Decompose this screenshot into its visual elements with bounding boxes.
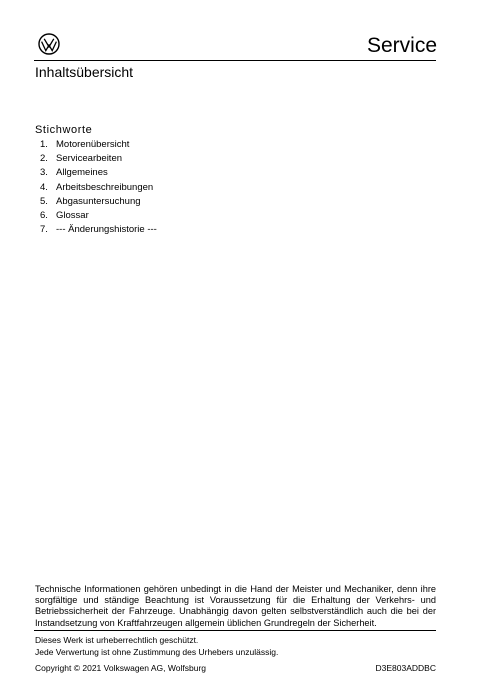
toc-item-number: 2. xyxy=(40,153,48,165)
copyright-notice xyxy=(35,635,278,658)
toc-item[interactable] xyxy=(40,138,157,152)
section-heading: Stichworte xyxy=(35,124,93,136)
toc-item[interactable] xyxy=(40,209,157,223)
toc-item-label: Arbeitsbeschreibungen xyxy=(56,181,154,193)
toc-item-label: Glossar xyxy=(56,210,89,222)
toc-item-number: 5. xyxy=(40,195,48,207)
toc-item[interactable] xyxy=(40,152,157,166)
document-id: D3E803ADDBC xyxy=(375,663,436,673)
toc-item[interactable] xyxy=(40,181,157,195)
copyright: Copyright © 2021 Volkswagen AG, Wolfsburg xyxy=(35,663,207,673)
vw-logo-icon xyxy=(38,33,60,55)
header-title: Service xyxy=(366,34,437,57)
toc-item-number: 6. xyxy=(40,210,48,222)
copyright-notice-line: Dieses Werk ist urheberrechtlich geschützt. xyxy=(35,635,199,645)
footer-divider xyxy=(34,630,436,631)
toc-item-number: 3. xyxy=(40,167,48,179)
page-title: Inhaltsübersicht xyxy=(35,64,134,80)
toc-item-label: Abgasuntersuchung xyxy=(56,195,141,207)
toc-item-number: 1. xyxy=(40,139,48,150)
table-of-contents xyxy=(40,138,157,237)
toc-item-label: Servicearbeiten xyxy=(56,153,123,165)
toc-item-number: 7. xyxy=(40,224,48,236)
copyright-notice-line: Jede Verwertung ist ohne Zustimmung des Urhebers unzulässig. xyxy=(35,646,279,657)
toc-item-label: Motorenübersicht xyxy=(56,139,130,150)
vw-logo-graphic xyxy=(38,33,60,55)
toc-item-label: Allgemeines xyxy=(56,167,108,179)
header-divider xyxy=(34,60,436,61)
toc-item[interactable] xyxy=(40,195,157,209)
toc-item-number: 4. xyxy=(40,181,48,193)
toc-item-label: --- Änderungshistorie --- xyxy=(56,224,157,236)
toc-item[interactable] xyxy=(40,166,157,180)
toc-item[interactable] xyxy=(40,223,157,237)
safety-disclaimer: Technische Informationen gehören unbedingt in die Hand der Meister und Mechaniker, denn ihre sorgfältige und ständige Beachtung ist Voraussetzung für die Erhaltung der Verkehrs- und Betriebssicherheit der Fahrzeuge. Unabhängig davon gelten selbstverständlich auch die bei der Instandsetzung von Kraftfahrzeugen allgemein üblichen Grundregeln der Sicherheit. xyxy=(35,584,436,628)
